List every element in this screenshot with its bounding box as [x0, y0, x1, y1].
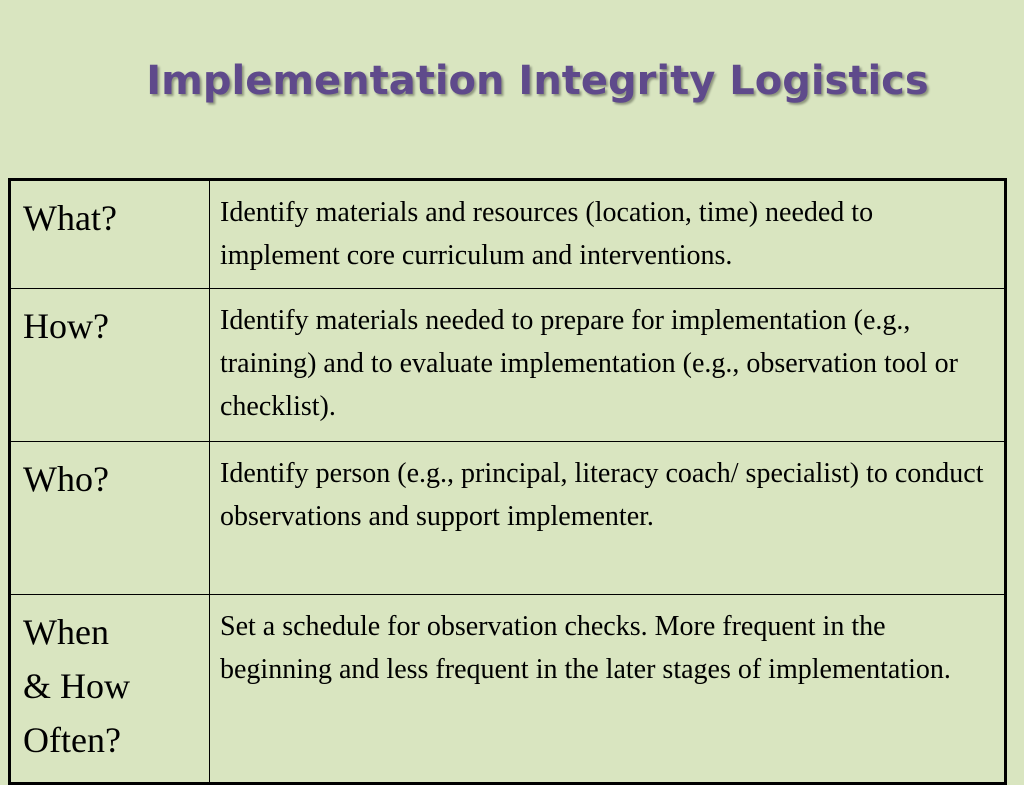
logistics-table: [8, 178, 1007, 785]
row-description-who: Identify person (e.g., principal, literacy coach/ specialist) to conduct observations and support implementer.: [210, 442, 1006, 595]
table-row-who: [10, 442, 1006, 595]
row-description-when: Set a schedule for observation checks. More frequent in the beginning and less frequent in the later stages of implementation.: [210, 595, 1006, 784]
row-label-what: What?: [23, 198, 117, 238]
table-row-what: [10, 180, 1006, 289]
row-description-what: Identify materials and resources (location, time) needed to implement core curriculum and interventions.: [210, 180, 1006, 289]
table-row-when: [10, 595, 1006, 784]
row-label-when: When & How Often?: [23, 612, 130, 760]
row-label-cell: [10, 289, 210, 442]
row-label-cell: [10, 595, 210, 784]
row-label-how: How?: [23, 306, 109, 346]
slide-title: Implementation Integrity Logistics: [146, 58, 929, 104]
row-description-how: Identify materials needed to prepare for implementation (e.g., training) and to evaluate implementation (e.g., observation tool or checklist).: [210, 289, 1006, 442]
row-label-cell: [10, 442, 210, 595]
table-row-how: [10, 289, 1006, 442]
row-label-who: Who?: [23, 459, 109, 499]
row-label-cell: [10, 180, 210, 289]
